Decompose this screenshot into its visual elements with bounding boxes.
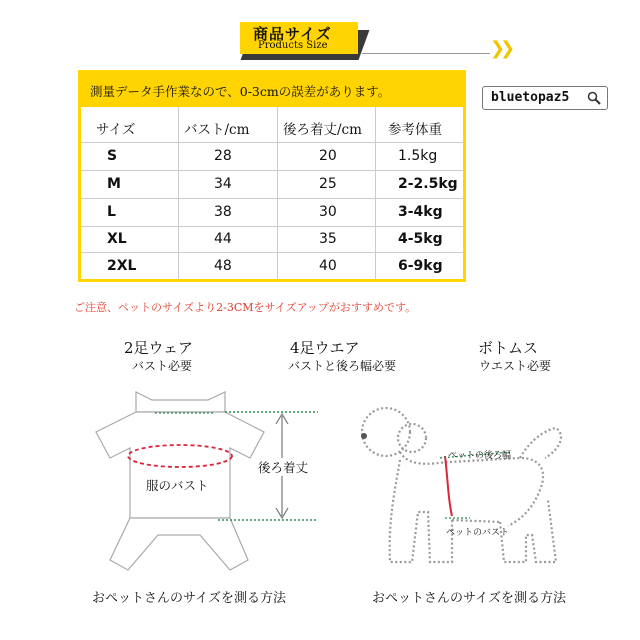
table-cell-bust: 28 xyxy=(214,148,232,164)
table-cell-size: S xyxy=(107,148,118,164)
table-cell-length: 35 xyxy=(319,231,337,247)
table-cell-length: 30 xyxy=(319,204,337,220)
table-divider xyxy=(375,107,376,279)
column-header-length: 後ろ着丈/cm xyxy=(283,122,362,138)
table-note: 測量データ手作業なので、0-3cmの誤差があります。 xyxy=(90,84,391,99)
header-title-jp: 商品サイズ xyxy=(253,25,332,43)
table-divider xyxy=(277,107,278,279)
table-cell-bust: 38 xyxy=(214,204,232,220)
table-note-bar xyxy=(81,73,463,107)
table-cell-bust: 34 xyxy=(214,176,232,192)
table-divider xyxy=(81,170,463,171)
size-up-advice: ご注意、ペットのサイズより2-3CMをサイズアップがおすすめです。 xyxy=(74,301,417,314)
left-diagram-caption: おペットさんのサイズを測る方法 xyxy=(92,591,286,606)
table-divider xyxy=(178,107,179,279)
table-divider xyxy=(81,142,463,143)
table-cell-length: 20 xyxy=(319,148,337,164)
table-cell-weight: 2-2.5kg xyxy=(398,176,458,192)
table-cell-length: 25 xyxy=(319,176,337,192)
header-title-en: Products Size xyxy=(258,40,328,51)
back-width-label: ペットの後ろ幅 xyxy=(448,451,512,461)
table-cell-weight: 3-4kg xyxy=(398,204,443,220)
table-divider xyxy=(81,252,463,253)
table-cell-size: M xyxy=(107,176,121,192)
table-cell-weight: 1.5kg xyxy=(398,148,438,164)
table-cell-bust: 44 xyxy=(214,231,232,247)
column-header-size: サイズ xyxy=(96,122,136,138)
dog-bust-label: ペットのバスト xyxy=(446,528,510,538)
double-chevron-icon: ❯❯ xyxy=(490,38,511,59)
table-cell-bust: 48 xyxy=(214,258,232,274)
table-cell-size: L xyxy=(107,204,116,220)
magnifier-icon xyxy=(587,91,601,105)
table-cell-length: 40 xyxy=(319,258,337,274)
header-underline xyxy=(362,53,490,54)
table-cell-size: 2XL xyxy=(107,258,137,274)
table-cell-size: XL xyxy=(107,231,127,247)
column-header-weight: 参考体重 xyxy=(388,122,442,138)
column-header-bust: バスト/cm xyxy=(184,122,250,138)
back-length-label: 後ろ着丈 xyxy=(258,460,309,475)
table-cell-weight: 6-9kg xyxy=(398,258,443,274)
garment-bust-label: 服のバスト xyxy=(146,478,209,493)
category-four-leg-sub: バストと後ろ幅必要 xyxy=(288,359,397,373)
dog-diagram xyxy=(340,380,640,580)
right-diagram-caption: おペットさんのサイズを測る方法 xyxy=(372,591,566,606)
category-bottoms: ボトムス xyxy=(478,339,539,357)
category-bottoms-sub: ウエスト必要 xyxy=(479,359,552,373)
category-two-leg-wear: 2足ウェア xyxy=(124,339,193,357)
search-tag-text: bluetopaz5 xyxy=(491,90,570,105)
table-cell-weight: 4-5kg xyxy=(398,231,443,247)
table-divider xyxy=(81,198,463,199)
category-four-leg-wear: 4足ウエア xyxy=(290,339,360,357)
category-two-leg-sub: バスト必要 xyxy=(132,359,193,373)
table-divider xyxy=(81,226,463,227)
search-tag[interactable] xyxy=(482,86,608,110)
